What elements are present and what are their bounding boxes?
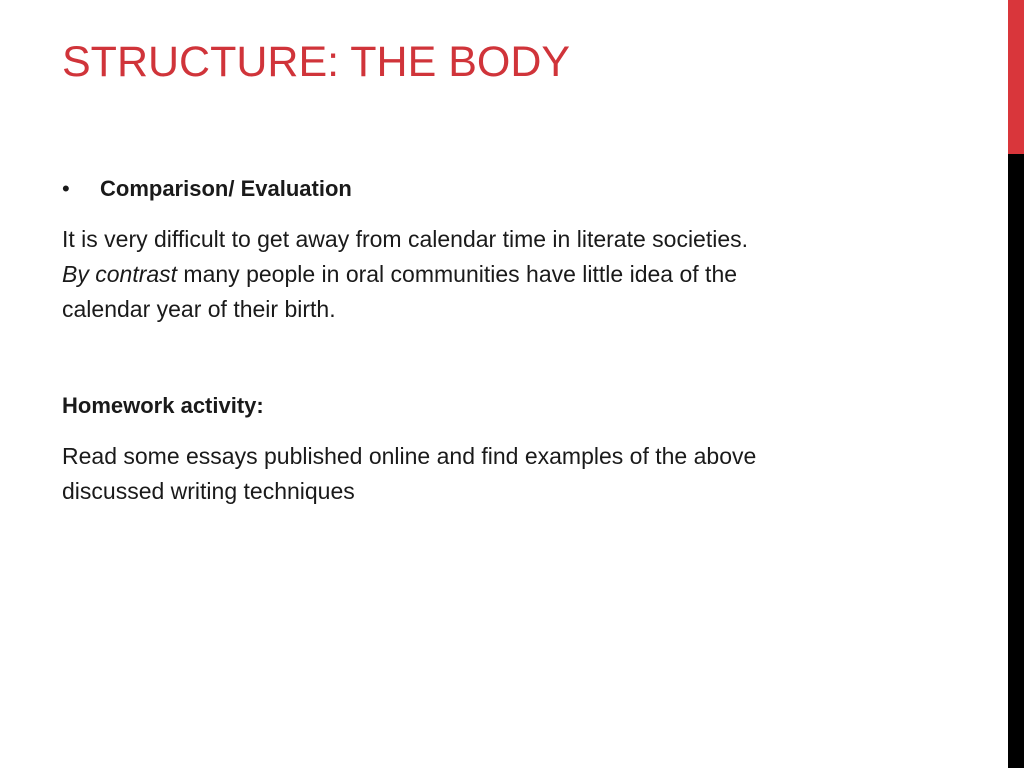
bullet-item (62, 176, 352, 202)
bullet-marker: • (62, 176, 70, 201)
paragraph-line: discussed writing techniques (62, 478, 355, 504)
accent-bar-red (1008, 0, 1024, 154)
bullet-text: Comparison/ Evaluation (100, 176, 352, 201)
homework-paragraph (62, 439, 942, 509)
slide-title: STRUCTURE: THE BODY (62, 38, 571, 86)
paragraph-line (62, 257, 942, 292)
paragraph-line: It is very difficult to get away from calendar time in literate societies. (62, 226, 749, 252)
accent-bar-black (1008, 154, 1024, 768)
paragraph-line: Read some essays published online and find examples of the above (62, 443, 757, 469)
paragraph-line: calendar year of their birth. (62, 296, 336, 322)
italic-phrase: By contrast (62, 261, 178, 287)
paragraph-text: many people in oral communities have little idea of the (177, 261, 738, 287)
homework-heading: Homework activity: (62, 393, 264, 418)
comparison-paragraph (62, 222, 942, 327)
